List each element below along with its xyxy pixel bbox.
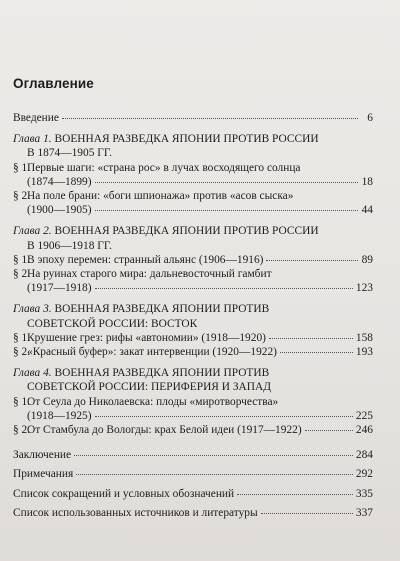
section-2-2[interactable]: [13, 267, 373, 295]
section-3-1[interactable]: [13, 331, 373, 345]
toc-entry-title: Список сокращений и условных обозначений: [13, 487, 235, 500]
section-title-line2: В эпоху перемен: странный альянс (1906—1916): [27, 253, 264, 266]
toc-entry-abbreviations[interactable]: [13, 487, 373, 501]
toc-page-number: 246: [355, 424, 373, 437]
section-title-line2: (1918—1925): [27, 409, 92, 422]
section-mark: § 2.: [13, 346, 31, 359]
section-title-line2: Крушение грез: рифы «автономии» (1918—1920): [27, 331, 266, 344]
chapter-title-line2: В 1906—1918 ГГ.: [27, 239, 112, 252]
dot-leader: [261, 512, 353, 514]
section-1-1[interactable]: [13, 161, 373, 189]
section-4-2[interactable]: [13, 423, 373, 437]
chapter-title[interactable]: [13, 132, 373, 146]
chapter-title-line2: В 1874—1905 ГГ.: [27, 147, 112, 160]
chapter-title-line: ВОЕННАЯ РАЗВЕДКА ЯПОНИИ ПРОТИВ РОССИИ: [54, 225, 319, 238]
section-title-line1: Первые шаги: «страна рос» в лучах восходящего солнца: [27, 161, 301, 174]
toc-entry-intro[interactable]: [13, 111, 373, 125]
section-title-line2: От Стамбула до Вологды: крах Белой идеи (1917—1922): [27, 424, 302, 437]
chapter-1: [13, 132, 373, 217]
toc-page-number: 89: [361, 253, 373, 266]
section-mark: § 1.: [13, 395, 31, 408]
chapter-title[interactable]: [13, 366, 373, 380]
chapter-title-line2: СОВЕТСКОЙ РОССИИ: ВОСТОК: [27, 317, 198, 330]
section-3-2[interactable]: [13, 345, 373, 359]
toc-entry-title: Примечания: [13, 468, 74, 481]
chapter-label: Глава 2.: [13, 225, 52, 238]
chapter-4: [13, 366, 373, 437]
chapter-label: Глава 3.: [13, 303, 52, 316]
toc-page-number: 337: [355, 506, 373, 519]
chapter-title-line2: СОВЕТСКОЙ РОССИИ: ПЕРИФЕРИЯ И ЗАПАД: [27, 381, 271, 394]
dot-leader: [237, 493, 353, 495]
dot-leader: [269, 337, 353, 339]
toc-page-number: 193: [355, 346, 373, 359]
dot-leader: [280, 351, 353, 353]
chapter-label: Глава 1.: [13, 133, 52, 146]
section-title-line2: (1874—1899): [27, 175, 92, 188]
chapter-label: Глава 4.: [13, 367, 52, 380]
toc-entry-title: Введение: [13, 112, 59, 124]
section-mark: § 2.: [13, 424, 31, 437]
toc-page-number: 44: [361, 204, 373, 217]
toc-entry-sources[interactable]: [13, 506, 373, 520]
toc-entry-title: Список использованных источников и литературы: [13, 506, 258, 519]
toc-page-number: 225: [355, 409, 373, 422]
section-mark: § 1.: [13, 161, 31, 174]
section-title-line2: «Красный буфер»: закат интервенции (1920—1922): [27, 346, 277, 359]
dot-leader: [305, 429, 353, 431]
chapter-3: [13, 302, 373, 359]
dot-leader: [76, 473, 353, 475]
chapter-title-line: ВОЕННАЯ РАЗВЕДКА ЯПОНИИ ПРОТИВ: [54, 367, 270, 380]
section-mark: § 2.: [13, 268, 31, 281]
toc-heading: Оглавление: [13, 76, 94, 91]
table-of-contents: [13, 111, 373, 520]
dot-leader: [95, 209, 358, 211]
toc-page-number: 6: [367, 112, 373, 124]
section-title-line1: На поле брани: «боги шпионажа» против «асов сыска»: [27, 190, 294, 203]
chapter-title-line: ВОЕННАЯ РАЗВЕДКА ЯПОНИИ ПРОТИВ РОССИИ: [54, 133, 319, 146]
section-mark: § 2.: [13, 190, 31, 203]
section-mark: § 1.: [13, 331, 31, 344]
section-1-2[interactable]: [13, 189, 373, 217]
dot-leader: [95, 181, 358, 183]
toc-entry-notes[interactable]: [13, 467, 373, 481]
toc-entry-title: Заключение: [13, 449, 72, 462]
toc-page-number: 123: [355, 282, 373, 295]
dot-leader: [95, 415, 353, 417]
toc-entry-conclusion[interactable]: [13, 448, 373, 462]
chapter-title[interactable]: [13, 224, 373, 238]
dot-leader: [74, 454, 353, 456]
section-title-line2: (1917—1918): [27, 282, 92, 295]
section-title-line1: От Сеула до Николаевска: плоды «миротворчества»: [27, 395, 279, 408]
chapter-title-line: ВОЕННАЯ РАЗВЕДКА ЯПОНИИ ПРОТИВ: [54, 303, 270, 316]
chapter-title[interactable]: [13, 302, 373, 316]
section-title-line2: (1900—1905): [27, 204, 92, 217]
toc-page-number: 18: [361, 175, 373, 188]
toc-page-number: 335: [355, 487, 373, 500]
toc-page-number: 284: [355, 449, 373, 462]
section-2-1[interactable]: [13, 253, 373, 267]
dot-leader: [62, 117, 358, 119]
dot-leader: [95, 287, 353, 289]
section-mark: § 1.: [13, 253, 31, 266]
section-title-line1: На руинах старого мира: дальневосточный гамбит: [27, 268, 272, 281]
toc-page-number: 158: [355, 331, 373, 344]
dot-leader: [266, 259, 358, 261]
toc-page-number: 292: [355, 468, 373, 481]
chapter-2: [13, 224, 373, 295]
section-4-1[interactable]: [13, 395, 373, 423]
